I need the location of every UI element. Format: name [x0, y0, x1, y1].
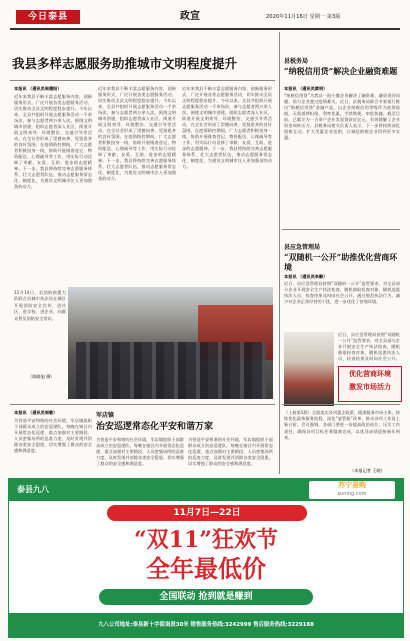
ad-brand-left: 泰县九八	[17, 485, 49, 494]
army-kicker: 军店镇	[96, 412, 115, 419]
lead-body-col2: 近年来我县不断丰富志愿服务内容，创新服务形式，广泛开展各类志愿服务活动，切实推动全县文明程度稳步提升。今年以来，全县共组织开展志愿服务活动一千余场次，参与志愿者两万余人次。围绕文明城市创建，组织志愿者深入社区、街道开展文明劝导、环境整治、交通引导等活动，在全社会形成了崇德向善、见贤思齐的良好氛围。在疫情防控期间，广大志愿者积极投身一线，协助开展排查登记、物资配送、心理疏导等工作，用实际行动诠释了奉献、友爱、互助、进步的志愿精神。下一步，我县将持续完善志愿服务体系，壮大志愿者队伍，推动志愿服务常态化、制度化，为建设文明城市注入更加强劲的动力。	[98, 86, 176, 181]
army-body-col3: 为营造平安和谐的社会环境，军店镇组织干部群众成立治安巡逻队，每晚在辖区内开展常态化巡逻，重点加强对主要路段、人员密集场所的巡查力度，及时发现并消除各类安全隐患，切实增强了群众的安全感和满意度。	[188, 437, 273, 466]
tax-headline: “纳税信用贷”解决企业融资难题	[284, 66, 398, 76]
emergency-tag	[338, 366, 402, 402]
tax-body: “纳税信用贷”为我县一批小微企业解决了融资难、融资贵的问题，助力企业渡过疫情难关。近日，县税务局联合多家银行推出“纳税信用贷”金融产品，以企业纳税信用等级作为放贷依据，无需抵押担保，利率优惠，手续简便，审批快捷。截至目前，已累计为一百余户企业发放贷款近亿元，有效缓解了企业资金周转压力。县税务局相关负责人表示，下一步将持续深化银税互动，扩大受惠企业范围，让诚信纳税企业得到更多实惠。	[284, 93, 400, 140]
lead-body-col1: 近年来我县不断丰富志愿服务内容，创新服务形式，广泛开展各类志愿服务活动，切实推动全县文明程度稳步提升。今年以来，全县共组织开展志愿服务活动一千余场次，参与志愿者两万余人次。围绕文明城市创建，组织志愿者深入社区、街道开展文明劝导、环境整治、交通引导等活动，在全社会形成了崇德向善、见贤思齐的良好氛围。在疫情防控期间，广大志愿者积极投身一线，协助开展排查登记、物资配送、心理疏导等工作，用实际行动诠释了奉献、友爱、互助、进步的志愿精神。下一步，我县将持续完善志愿服务体系，壮大志愿者队伍，推动志愿服务常态化、制度化，为建设文明城市注入更加强劲的动力。	[14, 94, 92, 189]
emergency-body-cont: 近日，县应急管理局按照“双随机一公开”监管要求，对全县部分企业开展安全生产执法检查，随机抽取检查对象、随机选派执法人员，检查结果及时向社会公开。	[338, 332, 400, 361]
ad-banner	[8, 478, 404, 638]
photo-caption: 11月14日，县消防救援大队联合县城市执法局在城区开展消防安全宣传，进社区、进学校、进企业，向群众普及消防安全常识。	[14, 290, 66, 321]
ad-footer: 九八公司地址:泰县新十字街南段30米 销售服务热线:3242999 售后服务热线:3229188	[9, 613, 403, 637]
ad-date-ribbon: 11月7日—22日	[107, 505, 307, 521]
ad-big-title-1: “双11”狂欢节	[134, 527, 278, 553]
side-note-body: （上接第1版）全面落实各项惠企政策，精准服务市场主体，持续优化政务服务流程，深化“放管服”改革，推动各项工作再上新台阶。会议强调，各部门要进一步提高政治站位，压实工作责任，确保各项目标任务圆满完成，以优异成绩迎接新年到来。	[284, 410, 400, 440]
masthead-logo: 今日泰县	[16, 10, 80, 24]
side-note-credit: （本报记者 王晓）	[350, 468, 385, 473]
army-byline: 本报讯 （通讯员周敏）	[14, 410, 58, 415]
divider-right-1	[282, 229, 400, 230]
divider-right-2	[282, 404, 400, 405]
ad-big-title-2: 全年最低价	[146, 554, 266, 583]
emergency-kicker: 县应急管理局	[284, 244, 321, 251]
dateline: 2020年11月16日 星期一 第3版	[266, 14, 341, 20]
lead-byline: 本报讯 （通讯员周德阳）	[14, 86, 62, 91]
lead-rule	[10, 80, 275, 81]
suning-logo: 苏宁易购	[338, 481, 366, 489]
army-body-col1: 为营造平安和谐的社会环境，军店镇组织干部群众成立治安巡逻队，每晚在辖区内开展常态化巡逻，重点加强对主要路段、人员密集场所的巡查力度，及时发现并消除各类安全隐患，切实增强了群众的安全感和满意度。	[14, 418, 92, 453]
divider-mid	[10, 404, 275, 405]
tag-line-2: 激发市场活力	[349, 382, 391, 391]
news-photo-fire-drill	[68, 287, 273, 399]
column-divider	[279, 32, 280, 474]
emergency-headline: “双随机一公开”助推优化营商环境	[284, 252, 398, 272]
masthead-rule	[10, 28, 400, 30]
tag-line-1: 优化营商环境	[349, 369, 391, 378]
photo-people	[76, 342, 266, 399]
army-headline: 治安巡逻常态化平安和谐万家	[96, 422, 214, 432]
lead-body-col3: 近年来我县不断丰富志愿服务内容，创新服务形式，广泛开展各类志愿服务活动，切实推动全县文明程度稳步提升。今年以来，全县共组织开展志愿服务活动一千余场次，参与志愿者两万余人次。围绕文明城市创建，组织志愿者深入社区、街道开展文明劝导、环境整治、交通引导等活动，在全社会形成了崇德向善、见贤思齐的良好氛围。在疫情防控期间，广大志愿者积极投身一线，协助开展排查登记、物资配送、心理疏导等工作，用实际行动诠释了奉献、友爱、互助、进步的志愿精神。下一步，我县将持续完善志愿服务体系，壮大志愿者队伍，推动志愿服务常态化、制度化，为建设文明城市注入更加强劲的动力。	[182, 86, 272, 169]
ad-brand-right	[309, 481, 395, 499]
emergency-body: 近日，县应急管理局按照“双随机一公开”监管要求，对全县部分企业开展安全生产执法检查，随机抽取检查对象、随机选派执法人员，检查结果及时向社会公开。通过规范执法行为，减少对企业正常经营的干扰，进一步优化了营商环境。	[284, 281, 400, 304]
section-name: 政宣	[180, 11, 200, 22]
suning-url: suning.com	[337, 491, 367, 497]
tax-kicker: 县税务局	[284, 58, 309, 65]
emergency-photo	[284, 332, 334, 406]
emergency-byline: 本报讯 （通讯员李静）	[284, 274, 328, 279]
photo-credit: （陈晓旭 摄）	[28, 374, 55, 379]
ad-slogan: 全国联动 抢到就是赚到	[99, 589, 313, 605]
lead-headline: 我县多样志愿服务助推城市文明程度提升	[12, 56, 238, 71]
tax-byline: 本报讯 （通讯员黄明）	[284, 86, 328, 91]
army-body-col2: 为营造平安和谐的社会环境，军店镇组织干部群众成立治安巡逻队，每晚在辖区内开展常态化巡逻，重点加强对主要路段、人员密集场所的巡查力度，及时发现并消除各类安全隐患，切实增强了群众的安全感和满意度。	[96, 437, 184, 466]
